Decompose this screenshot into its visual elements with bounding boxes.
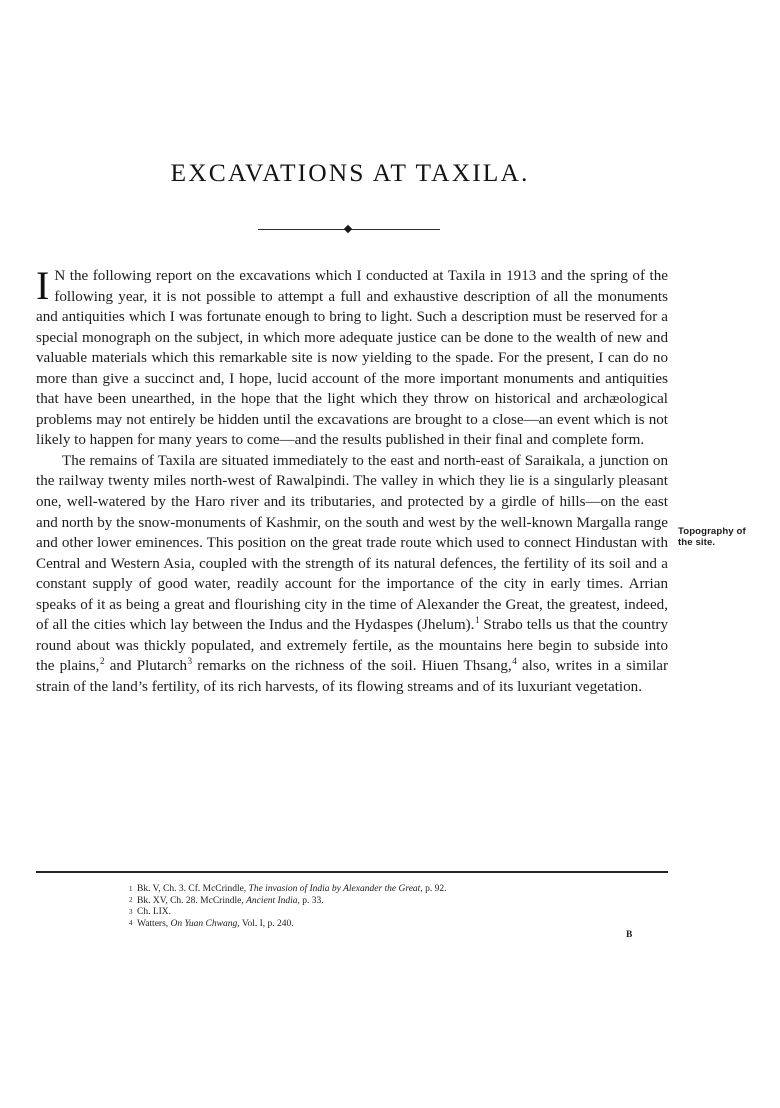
footnote-item-marker: 2 (129, 896, 133, 905)
footnote-marker-3: 3 (187, 656, 193, 667)
paragraph-topography-part3: and Plutarch (104, 658, 187, 675)
footnote-item-pre: Ch. LIX. (137, 907, 172, 918)
drop-cap: I (36, 263, 50, 308)
paragraph-topography-part4: remarks on the richness of the soil. Hiuen Thsang, (192, 658, 512, 675)
diamond-rule-ornament-icon (258, 225, 440, 234)
margin-note-line-2: the site. (678, 537, 716, 549)
footnotes-section (36, 884, 668, 930)
footnote-item (36, 884, 668, 896)
footnote-item-pre: Bk. V, Ch. 3. Cf. McCrindle, (137, 884, 249, 894)
page-title: EXCAVATIONS AT TAXILA. (170, 158, 530, 187)
footnote-item-title: Ancient India (246, 895, 298, 906)
paragraph-opening (36, 263, 668, 451)
footnote-item-title: On Yuan Chwang (170, 918, 238, 929)
text-column (36, 263, 669, 697)
footnote-item-pre: Bk. XV, Ch. 28. McCrindle, (137, 895, 247, 906)
signature-mark: B (626, 930, 633, 940)
paragraph-topography-part2: Strabo tells us that the country round about was thickly populated, and extremely fertile, as the mountains here begin to subside into the plains, (36, 617, 668, 675)
footnote-marker-1: 1 (474, 615, 480, 626)
paragraph-topography-part1: The remains of Taxila are situated immediately to the east and north-east of Saraikala, a junction on the railway twenty miles north-west of Rawalpindi. The valley in which they lie is a singularly pleasant one, well-watered by the Haro river and its tributaries, and protected by a girdle of hills—on the east and north by the snow-monuments of Kashmir, on the south and west by the well-known Margalla range and other lower eminences. This position on the great trade route which used to connect Hindustan with Central and Western Asia, coupled with the strength of its natural defences, the fertility of its soil and a constant supply of good water, readily account for the importance of the city in early times. Arrian speaks of it as being a great and flourishing city in the time of Alexander the Great, the greatest, indeed, of all the cities which lay between the Indus and the Hydaspes (Jhelum). (36, 452, 668, 634)
footnote-item-pre: Watters, (137, 918, 171, 929)
footnote-item-marker: 4 (129, 919, 133, 928)
paragraph-opening-text: the following report on the excavations which I conducted at Taxila in 1913 and the spring of the following year, it is not possible to attempt a full and exhaustive description of all the monuments and antiquities which I was fortunate enough to bring to light. Such a description must be reserved for a special monograph on the subject, in which more adequate justice can be done to the wealth of new and valuable materials which this remarkable site is now yielding to the spade. For the present, I can do no more than give a succinct and, I hope, lucid account of the more important monuments and antiquities that have been unearthed, in the hope that the light which they throw on historical and archæological problems may not entirely be hidden until the excavations are brought to a close—an event which is not likely to happen for many years to come—and the results published in their final and complete form. (36, 268, 668, 449)
ornament-diamond (344, 225, 352, 233)
footnote-marker-4: 4 (512, 656, 517, 667)
footnote-separator-rule (36, 871, 668, 873)
footnote-list (36, 884, 668, 930)
footnote-item-marker: 3 (129, 907, 133, 916)
margin-note-topography (678, 526, 774, 549)
footnote-item-post: , Vol. I, p. 240. (237, 918, 294, 929)
footnote-marker-2: 2 (99, 656, 105, 667)
footnote-item-post: , p. 33. (297, 895, 324, 906)
footnote-item-marker: 1 (129, 884, 133, 893)
paragraph-topography (36, 451, 668, 698)
footnote-item-post: , p. 92. (420, 884, 447, 894)
footnote-item (36, 919, 668, 931)
margin-note-line-1: Topography of (678, 526, 746, 537)
paragraph-topography-part5: also, writes in a similar strain of the land’s fertility, of its rich harvests, of its flowing streams and of its luxuriant vegetation. (36, 658, 669, 695)
footnote-item (36, 907, 668, 919)
footnote-item-title: The invasion of India by Alexander the Great (248, 884, 421, 894)
paragraph-lead-letter: N (54, 268, 66, 284)
title-block (0, 158, 700, 188)
footnote-item (36, 896, 668, 908)
